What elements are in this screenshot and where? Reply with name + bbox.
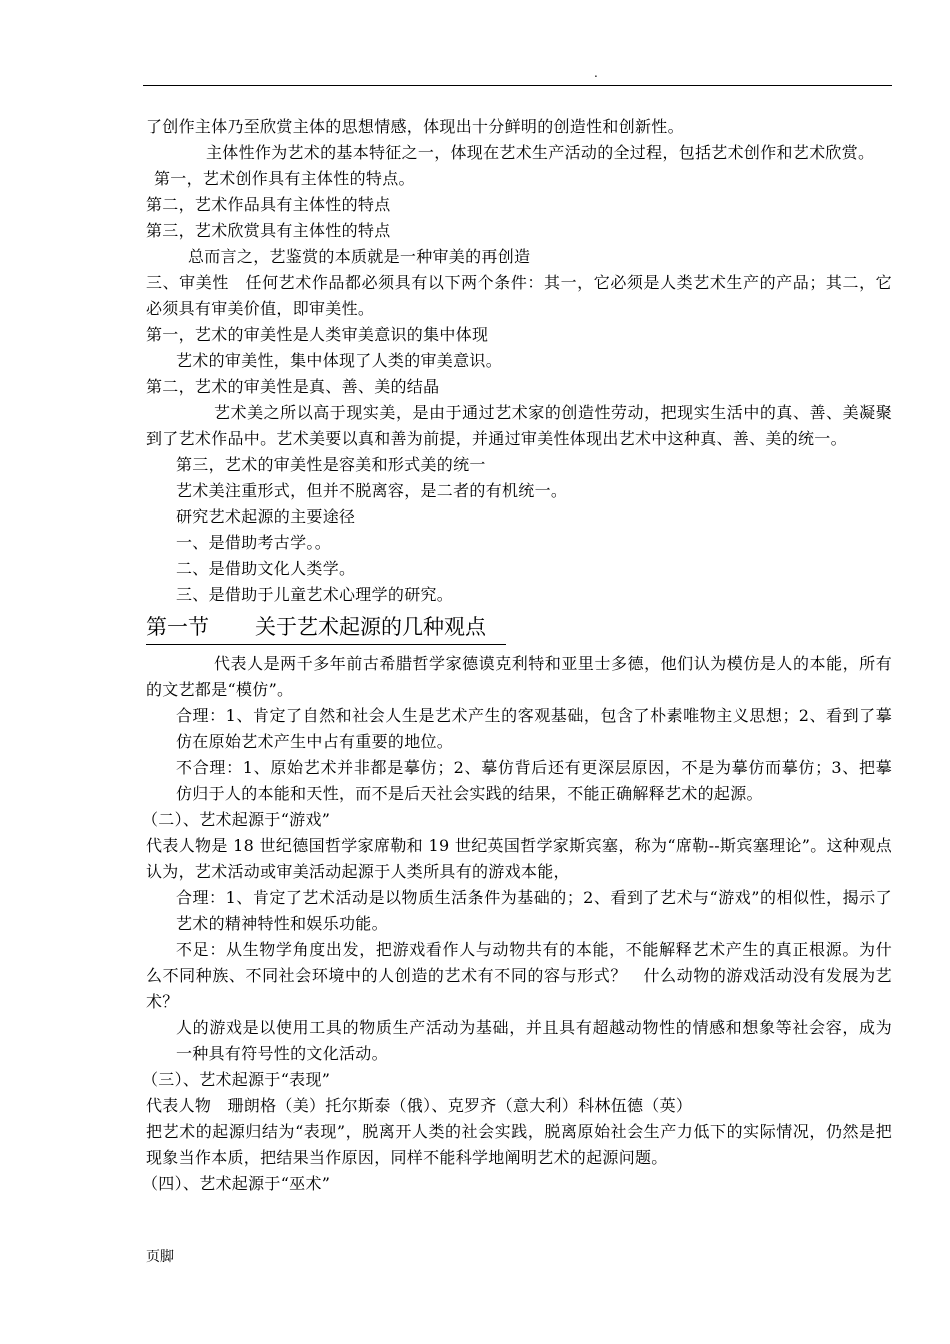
paragraph: 艺术美之所以高于现实美，是由于通过艺术家的创造性劳动，把现实生活中的真、善、美凝聚到了艺术作品中。艺术美要以真和善为前提，并通过审美性体现出艺术中这种真、善、美的统一。 xyxy=(146,403,892,448)
paragraph: 把艺术的起源归结为“表现”，脱离开人类的社会实践，脱离原始社会生产力低下的实际情况，仍然是把现象当作本质，把结果当作原因，同样不能科学地阐明艺术的起源问题。 xyxy=(146,1122,892,1167)
paragraph: 第三，艺术的审美性是容美和形式美的统一 xyxy=(176,455,486,474)
paragraph: 不合理：1、原始艺术并非都是摹仿；2、摹仿背后还有更深层原因，不是为摹仿而摹仿；3、把摹仿归于人的本能和天性，而不是后天社会实践的结果，不能正确解释艺术的起源。 xyxy=(176,758,892,803)
paragraph: 代表人物 珊朗格（美）托尔斯泰（俄）、克罗齐（意大利）科林伍德（英） xyxy=(146,1096,693,1115)
paragraph: 一、是借助考古学。。 xyxy=(176,533,332,552)
paragraph: 不足：从生物学角度出发，把游戏看作人与动物共有的本能，不能解释艺术产生的真正根源。为什么不同种族、不同社会环境中的人创造的艺术有不同的容与形式？ 什么动物的游戏活动没有发展为艺术？ xyxy=(146,940,892,1011)
paragraph: 代表人是两千多年前古希腊哲学家德谟克利特和亚里士多德，他们认为模仿是人的本能，所有的文艺都是“模仿”。 xyxy=(146,654,892,699)
document-body xyxy=(142,114,892,1197)
section-title: 关于艺术起源的几种观点 xyxy=(255,615,486,639)
paragraph: 合理：1、肯定了艺术活动是以物质生活条件为基础的；2、看到了艺术与“游戏”的相似性，揭示了艺术的精神特性和娱乐功能。 xyxy=(176,888,892,933)
page-footer: 页脚 xyxy=(146,1249,174,1265)
paragraph: 三、是借助于儿童艺术心理学的研究。 xyxy=(176,585,454,604)
paragraph: 第一，艺术创作具有主体性的特点。 xyxy=(154,169,415,188)
paragraph: 研究艺术起源的主要途径 xyxy=(176,507,356,526)
paragraph: 第一，艺术的审美性是人类审美意识的集中体现 xyxy=(146,325,489,344)
paragraph: 第二，艺术的审美性是真、善、美的结晶 xyxy=(146,377,440,396)
paragraph: 第二，艺术作品具有主体性的特点 xyxy=(146,195,391,214)
paragraph: 总而言之，艺鉴赏的本质就是一种审美的再创造 xyxy=(188,247,531,266)
paragraph: （三）、艺术起源于“表现” xyxy=(142,1070,331,1089)
paragraph: 艺术美注重形式，但并不脱离容，是二者的有机统一。 xyxy=(176,481,568,500)
paragraph: （四）、艺术起源于“巫术” xyxy=(142,1174,331,1193)
header-rule xyxy=(143,85,892,86)
paragraph: （二）、艺术起源于“游戏” xyxy=(142,810,331,829)
paragraph: 合理：1、肯定了自然和社会人生是艺术产生的客观基础，包含了朴素唯物主义思想；2、看到了摹仿在原始艺术产生中占有重要的地位。 xyxy=(176,706,892,751)
section-number: 第一节 xyxy=(146,615,209,639)
paragraph: 第三，艺术欣赏具有主体性的特点 xyxy=(146,221,391,240)
paragraph: 二、是借助文化人类学。 xyxy=(176,559,356,578)
paragraph: 代表人物是 18 世纪德国哲学家席勒和 19 世纪英国哲学家斯宾塞，称为“席勒--斯宾塞理论”。这种观点认为，艺术活动或审美活动起源于人类所具有的游戏本能， xyxy=(146,836,892,881)
paragraph: 人的游戏是以使用工具的物质生产活动为基础，并且具有超越动物性的情感和想象等社会容，成为一种具有符号性的文化活动。 xyxy=(176,1018,892,1063)
section-heading xyxy=(146,612,506,645)
header-dot: . xyxy=(594,66,598,80)
paragraph: 了创作主体乃至欣赏主体的思想情感，体现出十分鲜明的创造性和创新性。 xyxy=(146,117,684,136)
paragraph: 三、审美性 任何艺术作品都必须具有以下两个条件：其一，它必须是人类艺术生产的产品；其二，它必须具有审美价值，即审美性。 xyxy=(146,273,892,318)
paragraph: 主体性作为艺术的基本特征之一，体现在艺术生产活动的全过程，包括艺术创作和艺术欣赏。 xyxy=(206,143,875,162)
paragraph: 艺术的审美性，集中体现了人类的审美意识。 xyxy=(176,351,503,370)
